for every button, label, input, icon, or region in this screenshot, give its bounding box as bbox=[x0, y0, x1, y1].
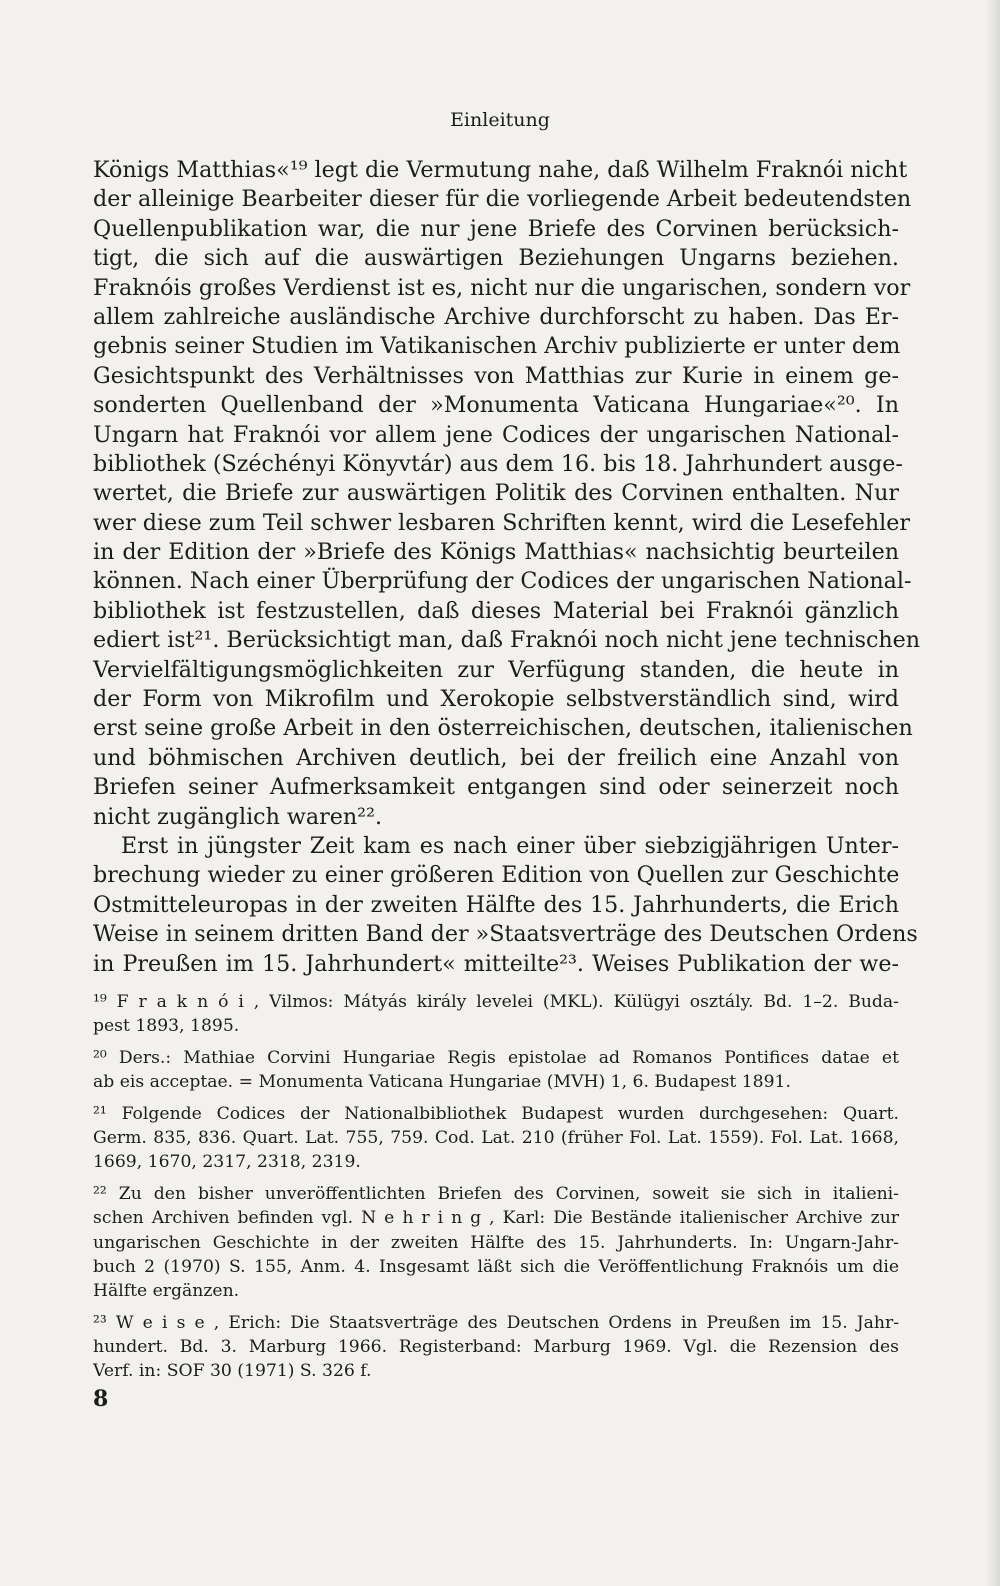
footnote-22 bbox=[93, 1182, 899, 1304]
footnote-line: hundert. Bd. 3. Marburg 1966. Registerband: Marburg 1969. Vgl. die Rezension des bbox=[93, 1337, 899, 1358]
body-line: wer diese zum Teil schwer lesbaren Schriften kennt, wird die Lesefehler bbox=[93, 509, 910, 536]
body-line: Quellenpublikation war, die nur jene Briefe des Corvinen berücksich- bbox=[93, 215, 899, 242]
footnote-line: 1669, 1670, 2317, 2318, 2319. bbox=[93, 1152, 361, 1173]
footnote-line: ²⁰ Ders.: Mathiae Corvini Hungariae Regis epistolae ad Romanos Pontifices datae et bbox=[93, 1047, 899, 1068]
body-line: Ostmitteleuropas in der zweiten Hälfte des 15. Jahrhunderts, die Erich bbox=[93, 891, 899, 918]
footnote-line: ¹⁹ F r a k n ó i , Vilmos: Mátyás király levelei (MKL). Külügyi osztály. Bd. 1–2. Buda- bbox=[93, 992, 899, 1012]
body-line: und böhmischen Archiven deutlich, bei der freilich eine Anzahl von bbox=[93, 744, 899, 771]
body-line: brechung wieder zu einer größeren Edition von Quellen zur Geschichte bbox=[93, 862, 900, 889]
body-line: allem zahlreiche ausländische Archive durchforscht zu haben. Das Er- bbox=[93, 303, 899, 330]
body-text bbox=[93, 156, 921, 979]
footnote-line: ²² Zu den bisher unveröffentlichten Briefen des Corvinen, soweit sie sich in italieni- bbox=[93, 1183, 899, 1204]
body-line: wertet, die Briefe zur auswärtigen Politik des Corvinen enthalten. Nur bbox=[93, 480, 899, 507]
footnote-line: pest 1893, 1895. bbox=[93, 1016, 240, 1037]
footnote-line: ²³ W e i s e , Erich: Die Staatsverträge des Deutschen Ordens in Preußen im 15. Jahr- bbox=[93, 1312, 899, 1333]
body-line: in Preußen im 15. Jahrhundert« mitteilte²³. Weises Publikation der we- bbox=[93, 950, 899, 977]
page-number: 8 bbox=[93, 1386, 109, 1412]
body-line: Erst in jüngster Zeit kam es nach einer über siebzigjährigen Unter- bbox=[121, 832, 899, 859]
body-line: gebnis seiner Studien im Vatikanischen Archiv publizierte er unter dem bbox=[93, 333, 901, 360]
body-line: Briefen seiner Aufmerksamkeit entgangen sind oder seinerzeit noch bbox=[93, 774, 899, 801]
body-line: ediert ist²¹. Berücksichtigt man, daß Fraknói noch nicht jene technischen bbox=[93, 627, 921, 654]
footnote-line: buch 2 (1970) S. 155, Anm. 4. Insgesamt läßt sich die Veröffentlichung Fraknóis um die bbox=[93, 1256, 899, 1277]
footnote-line: Hälfte ergänzen. bbox=[93, 1281, 240, 1302]
footnote-21 bbox=[93, 1102, 899, 1175]
footnote-line: schen Archiven befinden vgl. N e h r i n g , Karl: Die Bestände italienischer Archive zur bbox=[93, 1208, 899, 1229]
footnotes bbox=[93, 990, 899, 1391]
body-line: bibliothek (Széchényi Könyvtár) aus dem 16. bis 18. Jahrhundert ausge- bbox=[93, 450, 903, 477]
page-edge-shadow bbox=[986, 0, 1000, 1586]
body-line: Vervielfältigungsmöglichkeiten zur Verfügung standen, die heute in bbox=[93, 656, 899, 683]
body-line: Ungarn hat Fraknói vor allem jene Codices der ungarischen National- bbox=[93, 421, 899, 448]
body-line: Fraknóis großes Verdienst ist es, nicht nur die ungarischen, sondern vor bbox=[93, 274, 911, 301]
footnote-19 bbox=[93, 990, 899, 1039]
footnote-line: ²¹ Folgende Codices der Nationalbibliothek Budapest wurden durchgesehen: Quart. bbox=[93, 1103, 899, 1124]
body-line: in der Edition der »Briefe des Königs Matthias« nachsichtig beurteilen bbox=[93, 539, 899, 566]
body-line: Königs Matthias«¹⁹ legt die Vermutung nahe, daß Wilhelm Fraknói nicht bbox=[93, 157, 908, 183]
body-line: der alleinige Bearbeiter dieser für die vorliegende Arbeit bedeutendsten bbox=[93, 186, 912, 213]
body-line: Gesichtspunkt des Verhältnisses von Matthias zur Kurie in einem ge- bbox=[93, 362, 899, 389]
body-line: können. Nach einer Überprüfung der Codices der ungarischen National- bbox=[93, 568, 912, 595]
footnote-23 bbox=[93, 1311, 899, 1384]
body-line: tigt, die sich auf die auswärtigen Beziehungen Ungarns beziehen. bbox=[93, 245, 899, 272]
running-header: Einleitung bbox=[450, 109, 550, 131]
footnote-20 bbox=[93, 1046, 899, 1095]
body-line: erst seine große Arbeit in den österreichischen, deutschen, italienischen bbox=[93, 715, 913, 742]
footnote-line: Verf. in: SOF 30 (1971) S. 326 f. bbox=[93, 1361, 372, 1382]
body-line: bibliothek ist festzustellen, daß dieses Material bei Fraknói gänzlich bbox=[93, 597, 899, 624]
body-line: der Form von Mikrofilm und Xerokopie selbstverständlich sind, wird bbox=[93, 686, 899, 713]
footnote-line: Germ. 835, 836. Quart. Lat. 755, 759. Cod. Lat. 210 (früher Fol. Lat. 1559). Fol. Lat. 1668, bbox=[93, 1127, 899, 1148]
footnote-line: ab eis acceptae. = Monumenta Vaticana Hungariae (MVH) 1, 6. Budapest 1891. bbox=[93, 1072, 791, 1093]
body-line: sonderten Quellenband der »Monumenta Vaticana Hungariae«²⁰. In bbox=[93, 392, 899, 419]
body-line: Weise in seinem dritten Band der »Staatsverträge des Deutschen Ordens bbox=[93, 921, 918, 948]
body-line: nicht zugänglich waren²². bbox=[93, 803, 383, 830]
footnote-line: ungarischen Geschichte in der zweiten Hälfte des 15. Jahrhunderts. In: Ungarn-Jahr- bbox=[93, 1232, 899, 1253]
